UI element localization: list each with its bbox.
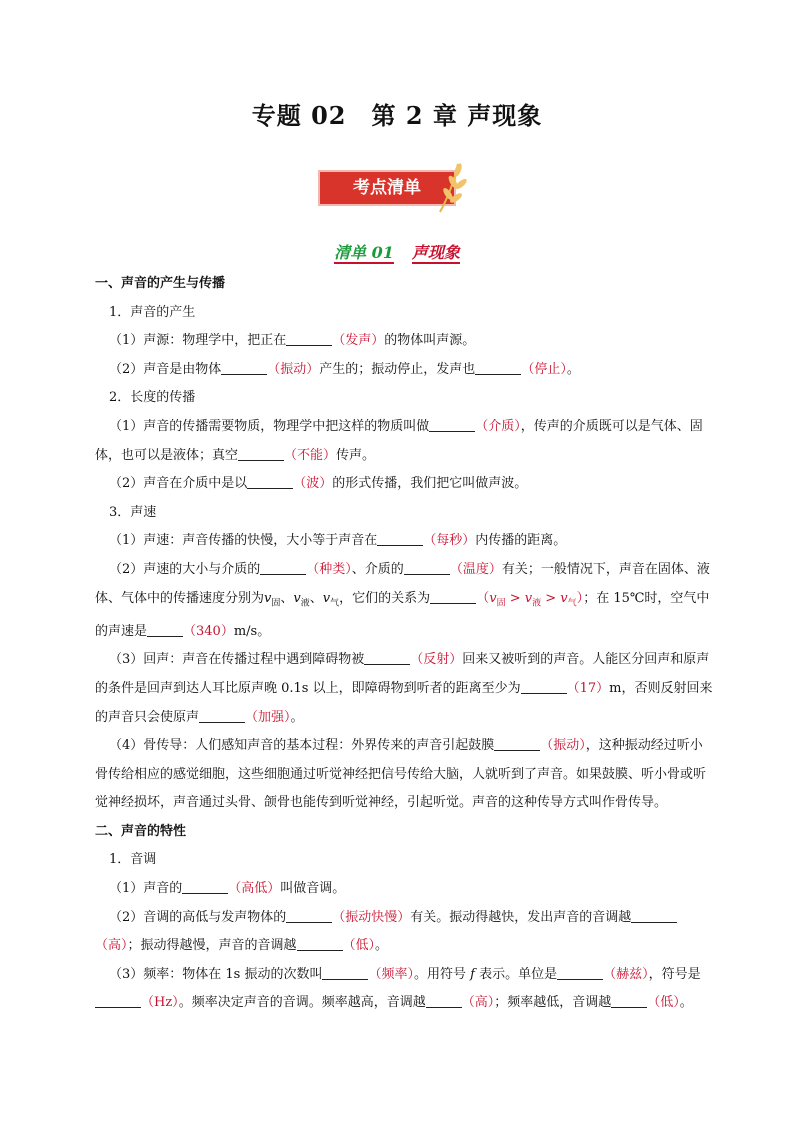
list-heading	[0, 240, 794, 263]
paragraph: （3）频率：物体在 1s 振动的次数叫 （频率）。用符号 f 表示。单位是 （赫兹），符号是（Hz）。频率决定声音的音调。频率越高，音调越 （高）；频率越低，音调越 （低）。	[95, 961, 715, 1018]
paragraph: （1）声源：物理学中，把正在 （发声）的物体叫声源。	[109, 333, 476, 349]
content	[95, 270, 715, 1018]
paragraph: （3）回声：声音在传播过程中遇到障碍物被 （反射）回来又被听到的声音。人能区分回声和原声的条件是回声到达人耳比原声晚 0.1s 以上，即障碍物到听者的距离至少为 （17）m，否则反射回来的声音只会使原声 （加强）。	[95, 652, 713, 725]
wheat-leaf-icon	[434, 160, 468, 216]
paragraph: （1）声音的传播需要物质，物理学中把这样的物质叫做 （介质），传声的介质既可以是气体、固体，也可以是液体；真空 （不能）传声。	[95, 418, 703, 463]
paragraph: （2）声音是由物体 （振动）产生的；振动停止，发声也 （停止）。	[109, 361, 580, 377]
paragraph: （2）声速的大小与介质的 （种类）、介质的 （温度）有关；一般情况下，声音在固体、液体、气体中的传播速度分别为$v_固$、$v_液$、$v_气$，它们的关系为 $(v_固 > v_液 > v_气)$；在 15℃时，空气中的声速是 （340）m/s。	[95, 561, 710, 639]
paragraph: （2）声音在介质中是以 （波）的形式传播，我们把它叫做声波。	[109, 476, 528, 492]
subsection-heading: 2．长度的传播	[109, 390, 196, 406]
banner-label: 考点清单	[318, 170, 456, 206]
list-heading-topic: 声现象	[411, 243, 460, 262]
section-heading: 一、声音的产生与传播	[95, 276, 226, 291]
section-heading: 二、声音的特性	[95, 823, 187, 839]
subsection-heading: 3．声速	[109, 504, 157, 520]
paragraph: （1）声音的 （高低）叫做音调。	[109, 881, 346, 897]
subsection-heading: 1．音调	[109, 852, 157, 868]
section-banner	[318, 160, 468, 216]
page-title: 专题 02 第 2 章 声现象	[251, 101, 543, 130]
subsection-heading: 1．声音的产生	[109, 304, 196, 320]
paragraph: （1）声速：声音传播的快慢，大小等于声音在 （每秒）内传播的距离。	[109, 533, 567, 549]
paragraph: （4）骨传导：人们感知声音的基本过程：外界传来的声音引起鼓膜 （振动），这种振动经过听小骨传给相应的感觉细胞，这些细胞通过听觉神经把信号传给大脑，人就听到了声音。如果鼓膜、听小骨或听觉神经损坏，声音通过头骨、颌骨也能传到听觉神经，引起听觉。声音的这种传导方式叫作骨传导。	[95, 738, 707, 811]
list-heading-label: 清单 01	[334, 243, 394, 262]
paragraph: （2）音调的高低与发声物体的 （振动快慢）有关。振动得越快，发出声音的音调越（高）；振动得越慢，声音的音调越 （低）。	[95, 904, 715, 961]
